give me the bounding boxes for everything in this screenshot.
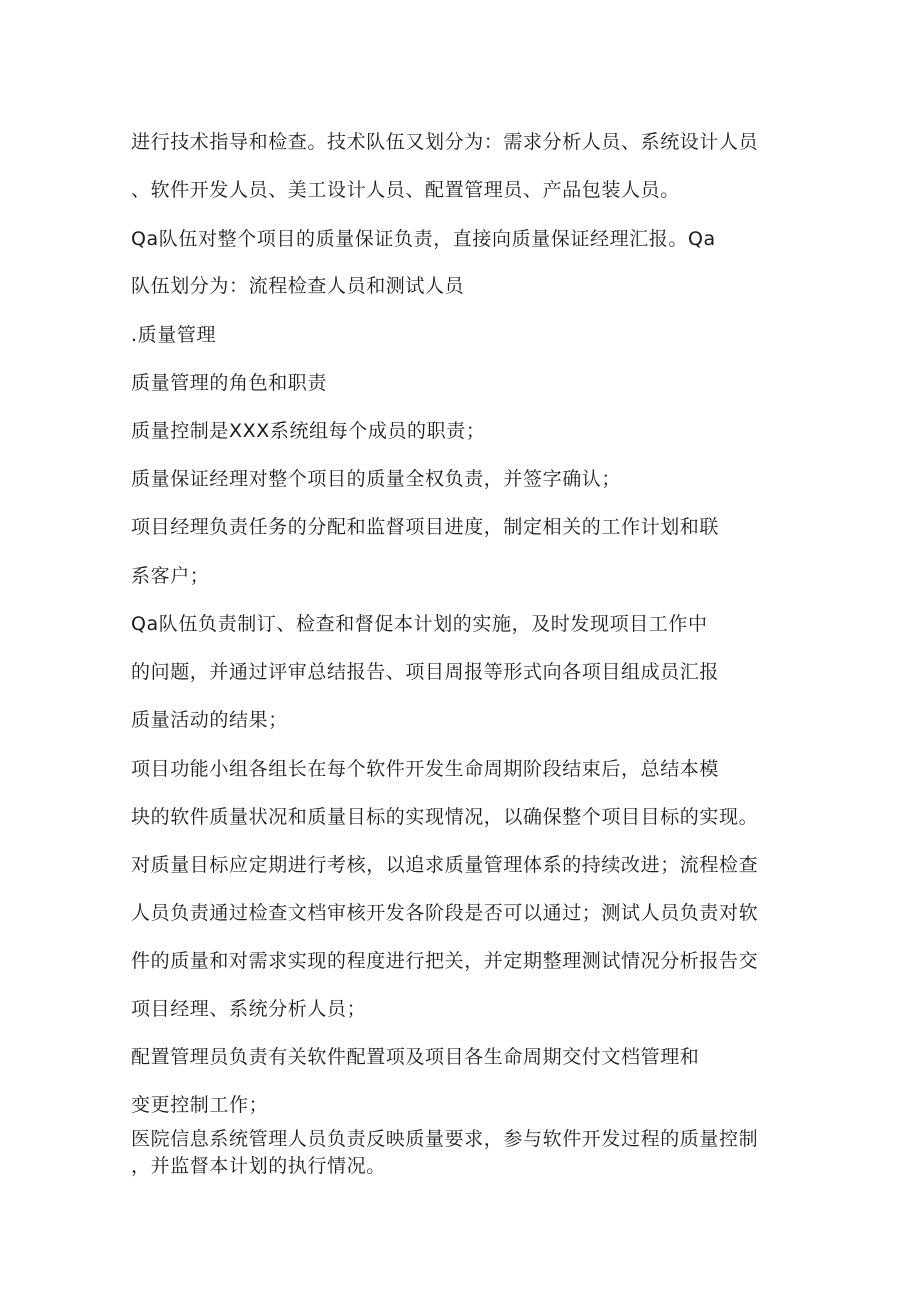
- text-line: 质量活动的结果；: [131, 709, 288, 731]
- text-line: 件的质量和对需求实现的程度进行把关，并定期整理测试情况分析报告交: [131, 950, 759, 972]
- text-line: 项目经理负责任务的分配和监督项目进度，制定相关的工作计划和联: [131, 516, 720, 538]
- text-line: 医院信息系统管理人员负责反映质量要求，参与软件开发过程的质量控制: [131, 1128, 759, 1150]
- text-line: ，并监督本计划的执行情况。: [131, 1155, 386, 1177]
- text-line: 系客户；: [131, 565, 210, 587]
- text-line: 质量控制是XXX系统组每个成员的职责；: [131, 420, 486, 442]
- subsection-heading: 质量管理的角色和职责: [131, 372, 328, 394]
- text-line: 的问题，并通过评审总结报告、项目周报等形式向各项目组成员汇报: [131, 661, 720, 683]
- text-line: 配置管理员负责有关软件配置项及项目各生命周期交付文档管理和: [131, 1046, 700, 1068]
- text-line: 项目经理、系统分析人员；: [131, 998, 367, 1020]
- text-line: 进行技术指导和检查。技术队伍又划分为：需求分析人员、系统设计人员: [131, 131, 759, 153]
- section-heading: .质量管理: [131, 324, 217, 346]
- text-line: 人员负责通过检查文档审核开发各阶段是否可以通过；测试人员负责对软: [131, 902, 759, 924]
- text-line: 变更控制工作；: [131, 1094, 269, 1116]
- text-line: Qa队伍对整个项目的质量保证负责，直接向质量保证经理汇报。Qa: [131, 228, 716, 250]
- text-line: 对质量目标应定期进行考核，以追求质量管理体系的持续改进；流程检查: [131, 854, 759, 876]
- text-line: 、软件开发人员、美工设计人员、配置管理员、产品包装人员。: [131, 179, 680, 201]
- text-line: 块的软件质量状况和质量目标的实现情况，以确保整个项目目标的实现。: [131, 806, 759, 828]
- text-line: 项目功能小组各组长在每个软件开发生命周期阶段结束后，总结本模: [131, 758, 720, 780]
- text-line: 质量保证经理对整个项目的质量全权负责，并签字确认；: [131, 468, 622, 490]
- text-line: 队伍划分为：流程检查人员和测试人员: [131, 275, 465, 297]
- text-line: Qa队伍负责制订、检查和督促本计划的实施，及时发现项目工作中: [131, 613, 708, 635]
